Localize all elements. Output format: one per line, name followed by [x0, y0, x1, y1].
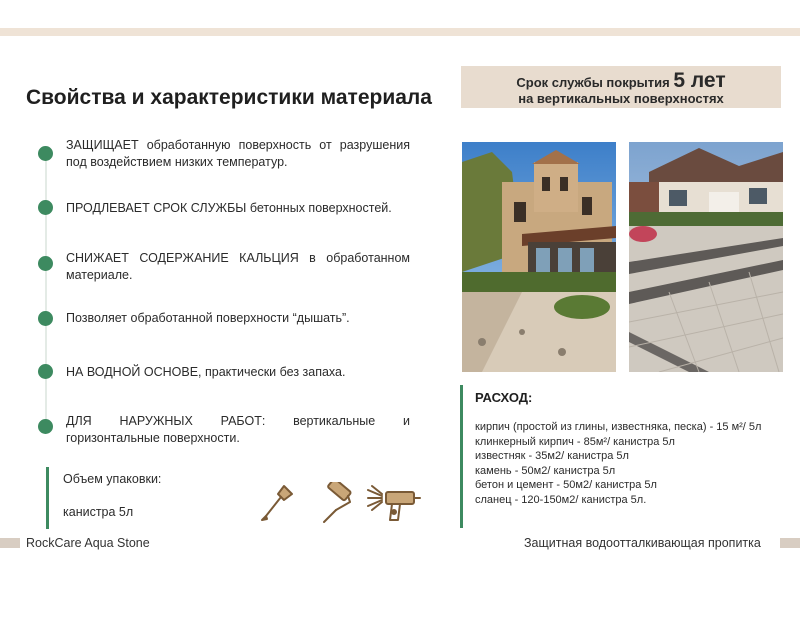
- badge-big-value: 5 лет: [673, 69, 726, 92]
- application-tools: [258, 482, 423, 532]
- feature-item: Позволяет обработанной поверхности “дышать”.: [66, 311, 350, 325]
- consumption-item: клинкерный кирпич - 85м²/ канистра 5л: [475, 435, 675, 448]
- packaging-value: канистра 5л: [63, 505, 134, 519]
- feature-item: НА ВОДНОЙ ОСНОВЕ, практически без запаха.: [66, 365, 346, 379]
- consumption-title: РАСХОД:: [475, 390, 533, 405]
- footer-left-accent: [0, 538, 20, 548]
- badge-line1: [461, 69, 781, 93]
- roller-icon: [324, 482, 351, 522]
- consumption-item: бетон и цемент - 50м2/ канистра 5л: [475, 479, 657, 491]
- feature-item: ЗАЩИЩАЕТ обработанную поверхность от разрушения под воздействием низких температур.: [66, 138, 410, 169]
- consumption-list: [475, 420, 761, 507]
- feature-bullet: [38, 311, 53, 326]
- consumption-item: камень - 50м2/ канистра 5л: [475, 464, 616, 477]
- footer-right-accent: [780, 538, 800, 548]
- feature-bullet: [38, 256, 53, 271]
- footer-product-name: RockCare Aqua Stone: [26, 536, 150, 550]
- feature-item: ДЛЯ НАРУЖНЫХ РАБОТ: вертикальные и горизонтальные поверхности.: [66, 414, 410, 445]
- feature-bullet: [38, 200, 53, 215]
- consumption-item: известняк - 35м2/ канистра 5л: [475, 450, 629, 462]
- badge-line2: на вертикальных поверхностях: [518, 91, 724, 106]
- feature-bullet: [38, 146, 53, 161]
- footer-description: Защитная водоотталкивающая пропитка: [524, 536, 761, 550]
- top-decor-bar: [0, 28, 800, 36]
- villa-photo: [462, 142, 616, 372]
- consumption-item: сланец - 120-150м2/ канистра 5л.: [475, 493, 647, 506]
- feature-item: ПРОДЛЕВАЕТ СРОК СЛУЖБЫ бетонных поверхностей.: [66, 201, 392, 215]
- lifetime-badge: [461, 66, 781, 108]
- consumption-accent-bar: [460, 385, 463, 528]
- consumption-item: кирпич (простой из глины, известняка, песка) - 15 м²/ 5л: [475, 421, 762, 433]
- page-title: Свойства и характеристики материала: [26, 86, 432, 109]
- paving-photo: [629, 142, 783, 372]
- feature-item: СНИЖАЕТ СОДЕРЖАНИЕ КАЛЬЦИЯ в обработанном материале.: [66, 251, 410, 282]
- feature-timeline-line: [45, 150, 47, 430]
- badge-line1-text: Срок службы покрытия: [516, 75, 670, 90]
- packaging-accent-bar: [46, 467, 49, 529]
- packaging-label: Объем упаковки:: [63, 472, 162, 486]
- brush-icon: [262, 486, 292, 520]
- feature-bullet: [38, 419, 53, 434]
- feature-bullet: [38, 364, 53, 379]
- sprayer-icon: [368, 486, 420, 520]
